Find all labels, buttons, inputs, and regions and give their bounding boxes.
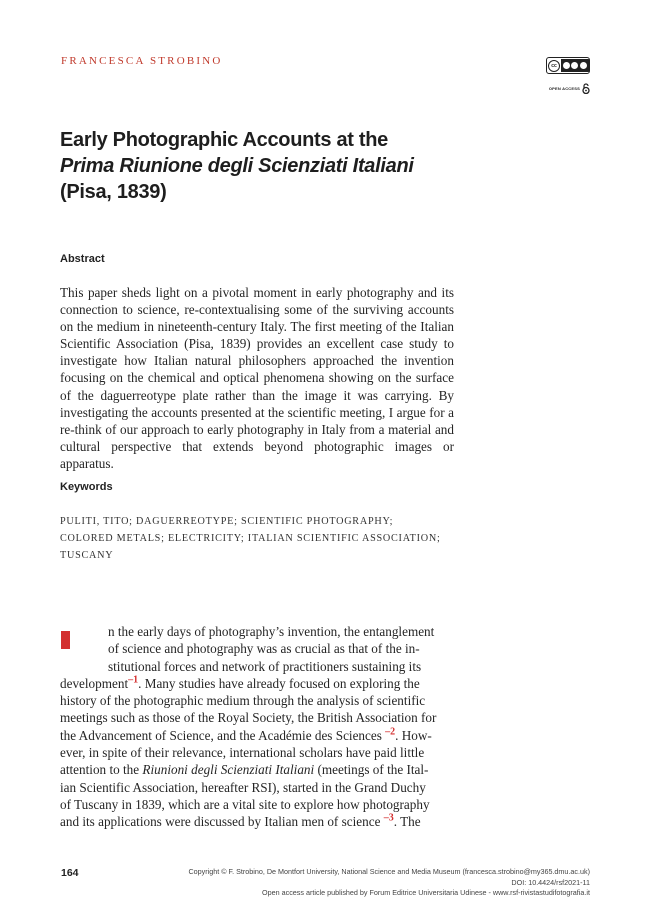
abstract-text: This paper sheds light on a pivotal moment in early photography and its connection to science, re-contextualising some of the surviving accounts on the medium in nineteenth-century Italy. The first meeting of the Italian Scientific Association (Pisa, 1839) provides an excellent case study to investigate how Italian natural philosophers approached the invention focusing on the chemical and optical phenomena showing on the surface of the daguerreotype plate rather than the image it was carrying. By investigating the accounts presented at the scientific meeting, I argue for a re-think of our approach to early photography in Italy from a material and cultural perspective that extends beyond photographic images or apparatus. (60, 285, 454, 471)
copyright-line: Copyright © F. Strobino, De Montfort University, National Science and Media Museum (francesca.strobino@my365.dmu.ac.uk) (188, 867, 590, 876)
body-line: the Advancement of Science, and the Académie des Sciences $^{-2}$. How- (60, 726, 432, 743)
body-line: ian Scientific Association, hereafter RSI), started in the Grand Duchy (60, 779, 426, 795)
keywords-line: COLORED METALS; ELECTRICITY; ITALIAN SCIENTIFIC ASSOCIATION; (60, 533, 441, 544)
body-line: ever, in spite of their relevance, international scholars have paid little (60, 745, 425, 761)
keywords-line: TUSCANY (60, 550, 114, 561)
body-line: attention to the Riunioni degli Scienziati Italiani (meetings of the Ital- (60, 762, 429, 778)
doi-line: DOI: 10.4424/rsf2021-11 (511, 877, 590, 887)
page-number: 164 (61, 867, 79, 879)
nc-icon (571, 62, 578, 69)
nd-icon (580, 62, 587, 69)
footer-credits (120, 867, 590, 899)
keywords-line: PULITI, TITO; DAGUERREOTYPE; SCIENTIFIC PHOTOGRAPHY; (60, 516, 394, 527)
open-lock-icon (582, 83, 590, 94)
open-access-label: OPEN ACCESS (548, 86, 580, 91)
article-title (60, 127, 490, 205)
body-line: development$^{-1}$. Many studies have already focused on exploring the (60, 674, 420, 691)
cc-conditions-strip (561, 59, 589, 72)
title-line-2: Prima Riunione degli Scienziati Italiani (60, 155, 414, 177)
body-line: and its applications were discussed by Italian men of science $^{-3}$. The (60, 812, 421, 830)
body-line: of Tuscany in 1839, which are a vital site to explore how photography (60, 796, 430, 812)
body-line: meetings such as those of the Royal Society, the British Association for (60, 710, 437, 726)
keywords-heading: Keywords (60, 481, 113, 493)
license-block (546, 57, 590, 94)
open-access-mark (546, 83, 590, 94)
publisher-line: Open access article published by Forum Editrice Universitaria Udinese - www.rsf-rivistastudifotografia.it (262, 888, 590, 897)
body-text (60, 623, 454, 831)
abstract-heading: Abstract (60, 253, 105, 265)
cc-icon: cc (547, 59, 561, 72)
title-line-3: (Pisa, 1839) (60, 181, 167, 203)
title-line-1: Early Photographic Accounts at the (60, 129, 389, 151)
body-line: of science and photography was as crucial as that of the in- (108, 641, 420, 657)
body-line: n the early days of photography’s invention, the entanglement (108, 624, 435, 639)
footnote-link-1[interactable]: –1 (128, 674, 139, 686)
cc-by-nc-nd-badge[interactable] (546, 57, 590, 74)
keywords-list (60, 513, 480, 564)
by-icon (563, 62, 570, 69)
footnote-link-2[interactable]: –2 (385, 726, 396, 738)
footnote-link-3[interactable]: –3 (383, 812, 394, 824)
author-name: FRANCESCA STROBINO (61, 55, 223, 67)
body-line: history of the photographic medium through the analysis of scientific (60, 693, 426, 709)
body-line: stitutional forces and network of practitioners sustaining its (108, 658, 422, 674)
